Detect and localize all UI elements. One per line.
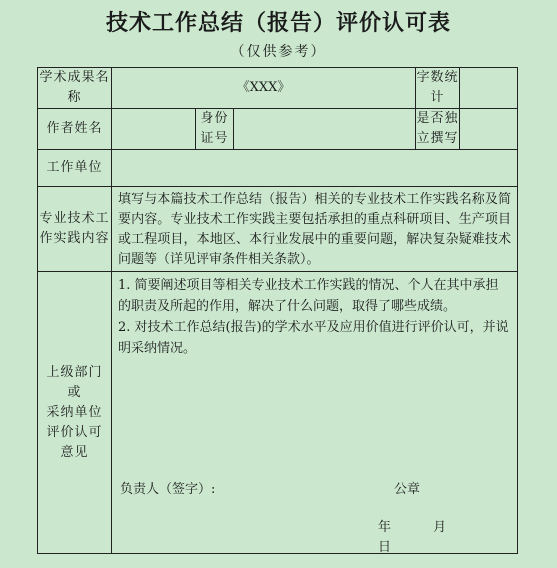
- opinion-label-line-3: 采纳单位: [46, 404, 103, 420]
- opinion-label-line-2: 或: [67, 384, 82, 400]
- author-label-cell: [38, 109, 112, 150]
- author-label: 作者姓名: [46, 121, 103, 136]
- evaluation-form-table: [37, 67, 518, 554]
- independent-label-cell: [416, 109, 460, 150]
- row-author: [38, 109, 518, 150]
- row-employer: [38, 150, 518, 187]
- id-value-cell[interactable]: [234, 109, 416, 150]
- opinion-label-line-5: 意见: [60, 444, 89, 460]
- practice-text-cell[interactable]: [112, 187, 518, 272]
- word-count-label: 字数统计: [416, 70, 459, 105]
- row-practice: [38, 187, 518, 272]
- employer-value-cell[interactable]: [112, 150, 518, 187]
- author-value-cell[interactable]: [112, 109, 196, 150]
- practice-label-cell: [38, 187, 112, 272]
- row-achievement: [38, 68, 518, 109]
- employer-label-cell: [38, 150, 112, 187]
- year-label: 年: [378, 520, 392, 535]
- achievement-label: 学术成果名称: [39, 70, 110, 105]
- form-title: 技术工作总结（报告）评价认可表: [105, 10, 451, 36]
- opinion-text-cell[interactable]: [112, 272, 518, 554]
- opinion-instruction-1: 1. 简要阐述项目等相关专业技术工作实践的情况、个人在其中承担的职责及所起的作用，解决了什么问题，取得了哪些成绩。: [118, 278, 499, 314]
- achievement-value: 《XXX》: [236, 80, 291, 95]
- achievement-value-cell[interactable]: [112, 68, 416, 109]
- id-label: 身份证号: [200, 111, 229, 146]
- date-line: [378, 518, 517, 558]
- opinion-label-line-1: 上级部门: [46, 364, 103, 380]
- month-label: 月: [433, 520, 447, 535]
- opinion-instruction-2: 2. 对技术工作总结(报告)的学术水平及应用价值进行评价认可，并说明采纳情况。: [118, 320, 509, 356]
- seal-label: 公章: [394, 482, 421, 497]
- signer-label: 负责人（签字）:: [120, 482, 216, 497]
- independent-label: 是否独立撰写: [416, 111, 459, 146]
- day-label: 日: [378, 540, 392, 555]
- word-count-label-cell: [416, 68, 460, 109]
- independent-value-cell[interactable]: [460, 109, 518, 150]
- opinion-label-cell: [38, 272, 112, 554]
- word-count-value-cell[interactable]: [460, 68, 518, 109]
- achievement-label-cell: [38, 68, 112, 109]
- practice-text: 填写与本篇技术工作总结（报告）相关的专业技术工作实践名称及简要内容。专业技术工作实践主要包括承担的重点科研项目、生产项目或工程项目，本地区、本行业发展中的重要问题，解决复杂疑难技术问题等（详见评审条件相关条款）。: [118, 192, 512, 267]
- id-label-cell: [196, 109, 234, 150]
- opinion-label-line-4: 评价认可: [46, 424, 103, 440]
- practice-label: 专业技术工作实践内容: [39, 211, 110, 246]
- opinion-instructions: [112, 272, 517, 359]
- form-subtitle: （仅供参考）: [230, 44, 327, 60]
- employer-label: 工作单位: [46, 160, 103, 175]
- row-opinion: [38, 272, 518, 554]
